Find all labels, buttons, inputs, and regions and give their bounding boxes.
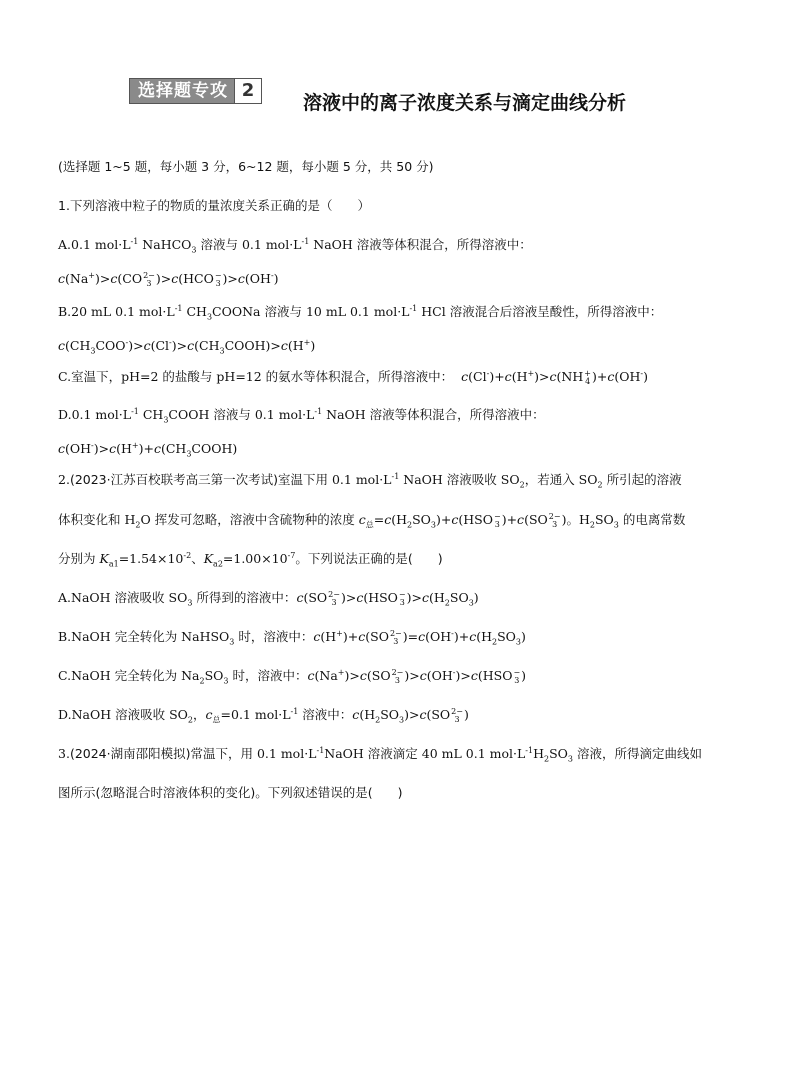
- question-2-stem-line-2: 体积变化和 $H_2O$ 挥发可忽略，溶液中含硫物种的浓度 $c_总=c(H_2SO_3)+c(HSO-$ 3 )+c(SO2− 3 )。$H_2SO_3$ 的电离常数: [58, 511, 686, 530]
- question-2-stem-line-3: 分别为 $K_{a1}=1.54\times 10^{-2}$、$K_{a2}=1.00\times 10^{-7}$。下列说法正确的是( ): [58, 550, 443, 569]
- option-label: D.: [58, 707, 72, 722]
- question-1-option-a: A.0.1 $mol\cdot L^{-1}$ NaHCO$_3$ 溶液与 0.1 $mol\cdot L^{-1}$ NaOH 溶液等体积混合，所得溶液中：: [58, 236, 532, 255]
- question-1-number: 1.: [58, 198, 70, 213]
- question-3-source: (2024·湖南邵阳模拟): [69, 746, 191, 761]
- question-2-option-a: A.NaOH 溶液吸收 $SO_3$ 所得到的溶液中：c(SO2− 3 )>c(HSO− 3 )$>c(H_2SO_3)$: [58, 589, 479, 608]
- question-1-option-d-relation: $c(OH^-)>c(H^+)+c(CH_3COOH)$: [58, 440, 238, 459]
- question-1-option-d: D.0.1 $mol\cdot L^{-1}$ $CH_3COOH$ 溶液与 0.1 $mol\cdot L^{-1}$ NaOH 溶液等体积混合，所得溶液中：: [58, 406, 545, 425]
- question-1-option-c: C.室温下，pH=2 的盐酸与 pH=12 的氨水等体积混合，所得溶液中： c(Cl-)+c(H+)>c(NH+ 4 )+c(OH-): [58, 368, 648, 386]
- question-2-number: 2.: [58, 472, 70, 487]
- question-1-option-b-relation: $c(CH_3COO^-)>c(Cl^-)>c(CH_3COOH)>c(H^+)$: [58, 337, 316, 356]
- question-3-number: 3.: [58, 746, 70, 761]
- option-label: A.: [58, 590, 72, 605]
- page-title: 溶液中的离子浓度关系与滴定曲线分析: [303, 92, 627, 114]
- question-2-source: (2023·江苏百校联考高三第一次考试): [69, 472, 278, 487]
- section-badge-label: 选择题专攻: [138, 81, 228, 101]
- question-3-stem-line-1: 3.(2024·湖南邵阳模拟)常温下，用 0.1 $mol\cdot L^{-1}NaOH$ 溶液滴定 40 mL 0.1 $mol\cdot L^{-1}H_2SO_3$ 溶液，所得滴定曲线如: [58, 745, 702, 764]
- option-label: B.: [58, 629, 72, 644]
- section-badge-number: 2: [234, 79, 261, 103]
- option-label: C.: [58, 369, 72, 384]
- option-label: C.: [58, 668, 72, 683]
- question-2-option-d: D.NaOH 溶液吸收 $SO_2$，$c_总=0.1$ $mol\cdot L^{-1}$ 溶液中：$c(H_2SO_3)>c(SO2-$ 3 ): [58, 706, 469, 725]
- question-2-stem-line-1: 2.(2023·江苏百校联考高三第一次考试)室温下用 0.1 $mol\cdot L^{-1}$ NaOH 溶液吸收 $SO_2$，若通入 $SO_2$ 所引起的溶液: [58, 471, 682, 490]
- question-3-stem-line-2: 图所示(忽略混合时溶液体积的变化)。下列叙述错误的是( ): [58, 785, 403, 800]
- section-badge: [129, 78, 262, 104]
- option-label: D.: [58, 407, 72, 422]
- question-1-option-a-relation: c(Na+)>c(CO2− 3 )>c(HCO− 3 )>c(OH-): [58, 270, 279, 288]
- instructions: (选择题 1~5 题，每小题 3 分，6~12 题，每小题 5 分，共 50 分): [58, 159, 434, 174]
- question-1-stem: [58, 197, 370, 215]
- option-label: B.: [58, 304, 72, 319]
- question-1-option-b: B.20 mL 0.1 $mol\cdot L^{-1}$ $CH_3COONa$ 溶液与 10 mL 0.1 $mol\cdot L^{-1}$ HCl 溶液混合后溶液呈酸性，所得溶液中：: [58, 303, 663, 322]
- option-label: A.: [58, 237, 72, 252]
- question-2-option-b: B.NaOH 完全转化为 NaHSO$_3$ 时，溶液中：c(H+)+c(SO2− 3 )$=c(OH^-)+c(H_2SO_3)$: [58, 628, 526, 647]
- question-2-option-c: C.NaOH 完全转化为 $Na_2SO_3$ 时，溶液中：c(Na+)>c(SO2− 3 )>c(OH-)>c(HSO− 3 ): [58, 667, 527, 686]
- question-1-stem-text: 下列溶液中粒子的物质的量浓度关系正确的是（ ）: [69, 198, 370, 213]
